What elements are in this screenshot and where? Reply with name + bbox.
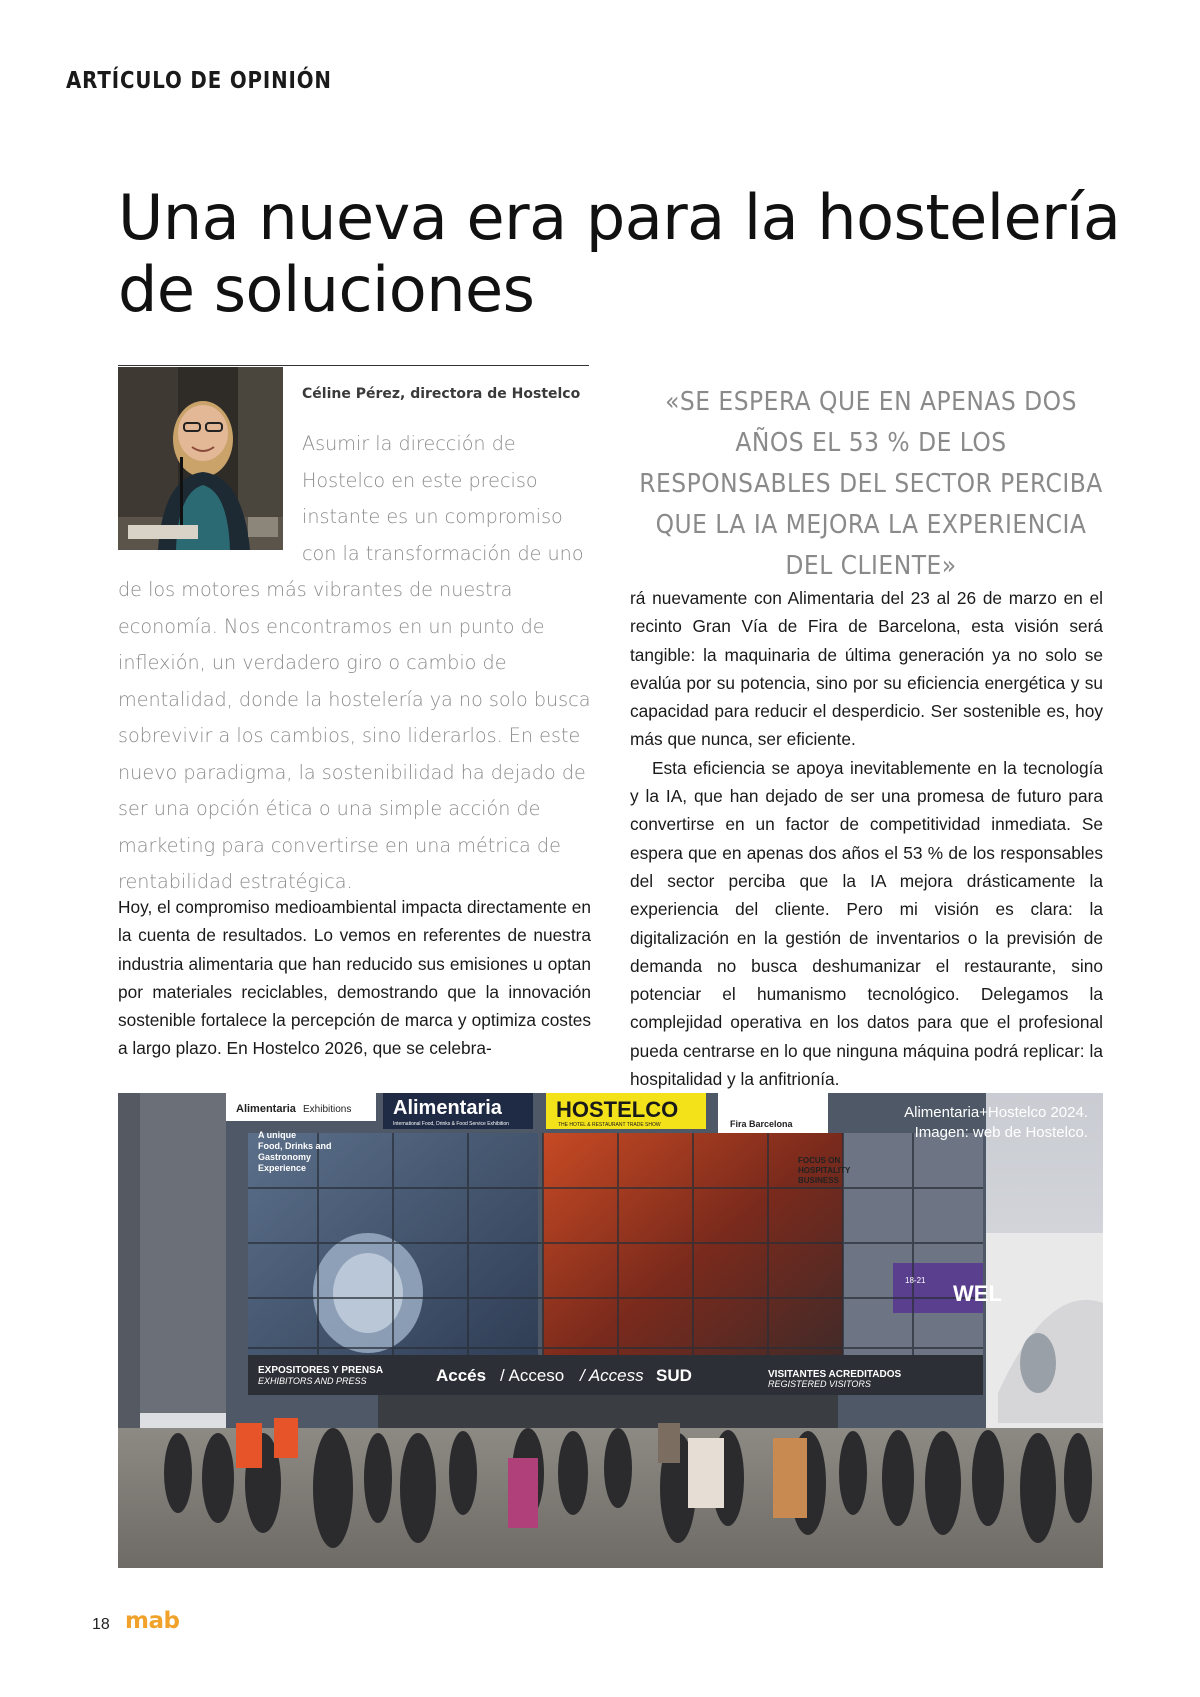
event-photo bbox=[118, 1093, 1103, 1568]
body-paragraph: Hoy, el compromiso medioambiental impacta directamente en la cuenta de resultados. Lo vemos en referentes de nuestra industria alimentaria que han reducido sus emisiones u optan por materiales reciclables, demostrando que la innovación sostenible fortalece la percepción de marca y optimiza costes a largo plazo. En Hostelco 2026, que se celebra- bbox=[118, 897, 591, 1059]
sign-registered: REGISTERED VISITORS bbox=[768, 1379, 871, 1389]
author-divider bbox=[118, 365, 589, 366]
sign-exhibitions: Exhibitions bbox=[303, 1104, 352, 1115]
sign-unique-1: A unique bbox=[258, 1130, 297, 1140]
sign-unique-2: Food, Drinks and bbox=[258, 1141, 332, 1151]
sign-wel: WEL bbox=[953, 1281, 1002, 1306]
sign-hostelco-sub: THE HOTEL & RESTAURANT TRADE SHOW bbox=[558, 1122, 661, 1128]
sign-access: / Access bbox=[580, 1366, 644, 1385]
author-byline: Céline Pérez, directora de Hostelco bbox=[302, 386, 581, 402]
sign-acces: Accés bbox=[436, 1366, 487, 1385]
article-title bbox=[118, 181, 1121, 326]
sign-focus-1: FOCUS ON bbox=[798, 1156, 841, 1165]
sign-alimentaria-sub: International Food, Drinks & Food Service Exhibition bbox=[393, 1121, 509, 1127]
sign-fira: Fira Barcelona bbox=[730, 1119, 793, 1129]
sign-sud: SUD bbox=[656, 1366, 692, 1385]
section-label: ARTÍCULO DE OPINIÓN bbox=[66, 68, 332, 94]
body-column-right bbox=[630, 584, 1103, 1093]
sign-acceso: / Acceso bbox=[500, 1366, 565, 1385]
sign-unique-3: Gastronomy bbox=[258, 1152, 312, 1162]
sign-expositores: EXPOSITORES Y PRENSA bbox=[258, 1365, 384, 1376]
magazine-logo: mab bbox=[125, 1608, 180, 1634]
title-line-2: de soluciones bbox=[118, 253, 535, 326]
sign-hostelco: HOSTELCO bbox=[556, 1097, 679, 1122]
body-column-left bbox=[118, 893, 591, 1063]
page-number: 18 bbox=[92, 1616, 110, 1633]
portrait-cutout bbox=[118, 426, 302, 564]
body-paragraph: rá nuevamente con Alimentaria del 23 al 26 de marzo en el recinto Gran Vía de Fira de Barcelona, esta visión será tangible: la maquinaria de última generación ya no solo se evalúa por su potencia, sino por su eficiencia energética y su capacidad para reducir el desperdicio. Ser sostenible es, hoy más que nunca, ser eficiente. bbox=[630, 588, 1103, 750]
lead-text: Asumir la dirección de Hostelco en este preciso instante es un compromiso con la transformación de uno de los motores más vibrantes de nuestra economía. Nos encontramos en un punto de inflexión, un verdadero giro o cambio de mentalidad, donde la hostelería ya no solo busca sobrevivir a los cambios, sino liderarlos. En este nuevo paradigma, la sostenibilidad ha dejado de ser una opción ética o una simple acción de marketing para convertirse en una métrica de rentabilidad estratégica. bbox=[118, 432, 591, 893]
sign-alimentaria: Alimentaria bbox=[393, 1097, 502, 1119]
pull-quote: «SE ESPERA QUE EN APENAS DOS AÑOS EL 53 % DE LOS RESPONSABLES DEL SECTOR PERCIBA QUE LA IA MEJORA LA EXPERIENCIA DEL CLIENTE» bbox=[639, 387, 1103, 581]
sign-unique-4: Experience bbox=[258, 1163, 307, 1173]
sign-alimentaria-exhibitions: Alimentaria bbox=[236, 1103, 296, 1115]
sign-focus-2: HOSPITALITY bbox=[798, 1166, 851, 1175]
sign-dates: 18-21 bbox=[905, 1276, 926, 1285]
lead-paragraph bbox=[118, 426, 593, 901]
title-line-1: Una nueva era para la hostelería bbox=[118, 181, 1121, 254]
sign-focus-3: BUSINESS bbox=[798, 1176, 839, 1185]
body-paragraph: Esta eficiencia se apoya inevitablemente en la tecnología y la IA, que han dejado de ser una promesa de futuro para convertirse en un factor de competitividad inmediata. Se espera que en apenas dos años el 53 % de los responsables del sector perciba que la IA mejora drásticamente la experiencia del cliente. Pero mi visión es clara: la digitalización en la gestión de inventarios o la previsión de demanda no busca deshumanizar el restaurante, sino potenciar el humanismo tecnológico. Delegamos la complejidad operativa en los datos para que el profesional pueda centrarse en lo que ninguna máquina podrá replicar: la hospitalidad y la anfitrionía. bbox=[630, 757, 1103, 1090]
photo-caption-line-2: Imagen: web de Hostelco. bbox=[914, 1124, 1088, 1141]
sign-visitantes: VISITANTES ACREDITADOS bbox=[768, 1369, 902, 1380]
sign-exhibitors: EXHIBITORS AND PRESS bbox=[258, 1376, 367, 1386]
photo-caption-line-1: Alimentaria+Hostelco 2024. bbox=[904, 1104, 1088, 1121]
